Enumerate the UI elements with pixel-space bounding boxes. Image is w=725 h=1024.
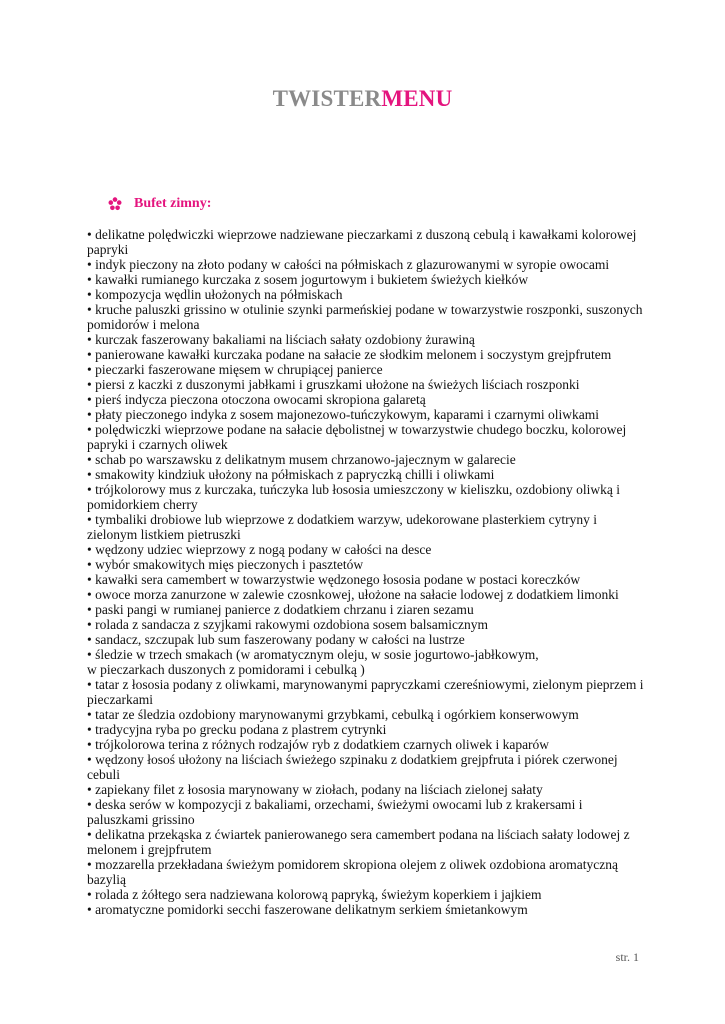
menu-item: • wędzony udziec wieprzowy z nogą podany w całości na desce — [87, 542, 432, 557]
menu-item: • paski pangi w rumianej panierce z dodatkiem chrzanu i ziaren sezamu — [87, 602, 474, 617]
menu-item: • pierś indycza pieczona otoczona owocami skropiona galaretą — [87, 392, 426, 407]
title-twister: TWISTER — [272, 86, 382, 111]
menu-item: • wybór smakowitych mięs pieczonych i pasztetów — [87, 557, 364, 572]
menu-item: w pieczarkach duszonych z pomidorami i cebulką ) — [87, 662, 365, 677]
menu-item: • smakowity kindziuk ułożony na półmiskach z papryczką chilli i oliwkami — [87, 467, 495, 482]
menu-item: • płaty pieczonego indyka z sosem majonezowo-tuńczykowym, kaparami i czarnymi oliwkami — [87, 407, 599, 422]
menu-item: • owoce morza zanurzone w zalewie czosnkowej, ułożone na sałacie lodowej z dodatkiem limonki — [87, 587, 619, 602]
menu-item: • deska serów w kompozycji z bakaliami, orzechami, świeżymi owocami lub z krakersami i paluszkami grissino — [87, 797, 583, 827]
menu-item: • piersi z kaczki z duszonymi jabłkami i gruszkami ułożone na świeżych liściach roszponki — [87, 377, 580, 392]
menu-item: • pieczarki faszerowane mięsem w chrupiącej panierce — [87, 362, 383, 377]
menu-item: • tatar z łososia podany z oliwkami, marynowanymi papryczkami czereśniowymi, zielonym pieprzem i pieczarkami — [87, 677, 644, 707]
section-title: Bufet zimny: — [134, 196, 212, 211]
menu-item: • aromatyczne pomidorki secchi faszerowane delikatnym serkiem śmietankowym — [87, 902, 528, 917]
menu-item: • sandacz, szczupak lub sum faszerowany podany w całości na lustrze — [87, 632, 465, 647]
menu-item: • trójkolorowa terina z różnych rodzajów ryb z dodatkiem czarnych oliwek i kaparów — [87, 737, 550, 752]
title-menu: MENU — [381, 86, 453, 111]
menu-item: • kompozycja wędlin ułożonych na półmiskach — [87, 287, 343, 302]
menu-item: • trójkolorowy mus z kurczaka, tuńczyka lub łososia umieszczony w kieliszku, ozdobiony oliwką i pomidorkiem cherry — [87, 482, 620, 512]
menu-item: • tymbaliki drobiowe lub wieprzowe z dodatkiem warzyw, udekorowane plasterkiem cytryny i zielonym listkiem pietruszki — [87, 512, 597, 542]
menu-item: • delikatne polędwiczki wieprzowe nadziewane pieczarkami z duszoną cebulą i kawałkami kolorowej papryki — [87, 227, 637, 257]
menu-list — [87, 227, 647, 917]
menu-item: • rolada z sandacza z szyjkami rakowymi ozdobiona sosem balsamicznym — [87, 617, 488, 632]
menu-item: • kawałki sera camembert w towarzystwie wędzonego łososia podane w postaci koreczków — [87, 572, 581, 587]
menu-item: • tradycyjna ryba po grecku podana z plastrem cytrynki — [87, 722, 387, 737]
flower-icon — [108, 197, 122, 211]
menu-item: • zapiekany filet z łososia marynowany w ziołach, podany na liściach zielonej sałaty — [87, 782, 543, 797]
menu-item: • tatar ze śledzia ozdobiony marynowanymi grzybkami, cebulką i ogórkiem konserwowym — [87, 707, 579, 722]
menu-item: • wędzony łosoś ułożony na liściach świeżego szpinaku z dodatkiem grejpfruta i piórek czerwonej cebuli — [87, 752, 618, 782]
page-title — [0, 86, 725, 112]
menu-item: • śledzie w trzech smakach (w aromatycznym oleju, w sosie jogurtowo-jabłkowym, — [87, 647, 539, 662]
menu-item: • indyk pieczony na złoto podany w całości na półmiskach z glazurowanymi w syropie owocami — [87, 257, 610, 272]
menu-item: • delikatna przekąska z ćwiartek panierowanego sera camembert podana na liściach sałaty lodowej z melonem i grejpfrutem — [87, 827, 630, 857]
menu-item: • polędwiczki wieprzowe podane na sałacie dębolistnej w towarzystwie chudego boczku, kolorowej papryki i czarnych oliwek — [87, 422, 627, 452]
menu-item: • kruche paluszki grissino w otulinie szynki parmeńskiej podane w towarzystwie roszponki, suszonych pomidorów i melona — [87, 302, 643, 332]
menu-item: • kawałki rumianego kurczaka z sosem jogurtowym i bukietem świeżych kiełków — [87, 272, 529, 287]
menu-item: • mozzarella przekładana świeżym pomidorem skropiona olejem z oliwek ozdobiona aromatyczną bazylią — [87, 857, 619, 887]
menu-item: • rolada z żółtego sera nadziewana kolorową papryką, świeżym koperkiem i jajkiem — [87, 887, 542, 902]
menu-item: • kurczak faszerowany bakaliami na liściach sałaty ozdobiony żurawiną — [87, 332, 475, 347]
section-heading — [108, 196, 211, 212]
menu-item: • schab po warszawsku z delikatnym musem chrzanowo-jajecznym w galarecie — [87, 452, 516, 467]
menu-item: • panierowane kawałki kurczaka podane na sałacie ze słodkim melonem i soczystym grejpfrutem — [87, 347, 612, 362]
page-number: str. 1 — [615, 950, 639, 964]
